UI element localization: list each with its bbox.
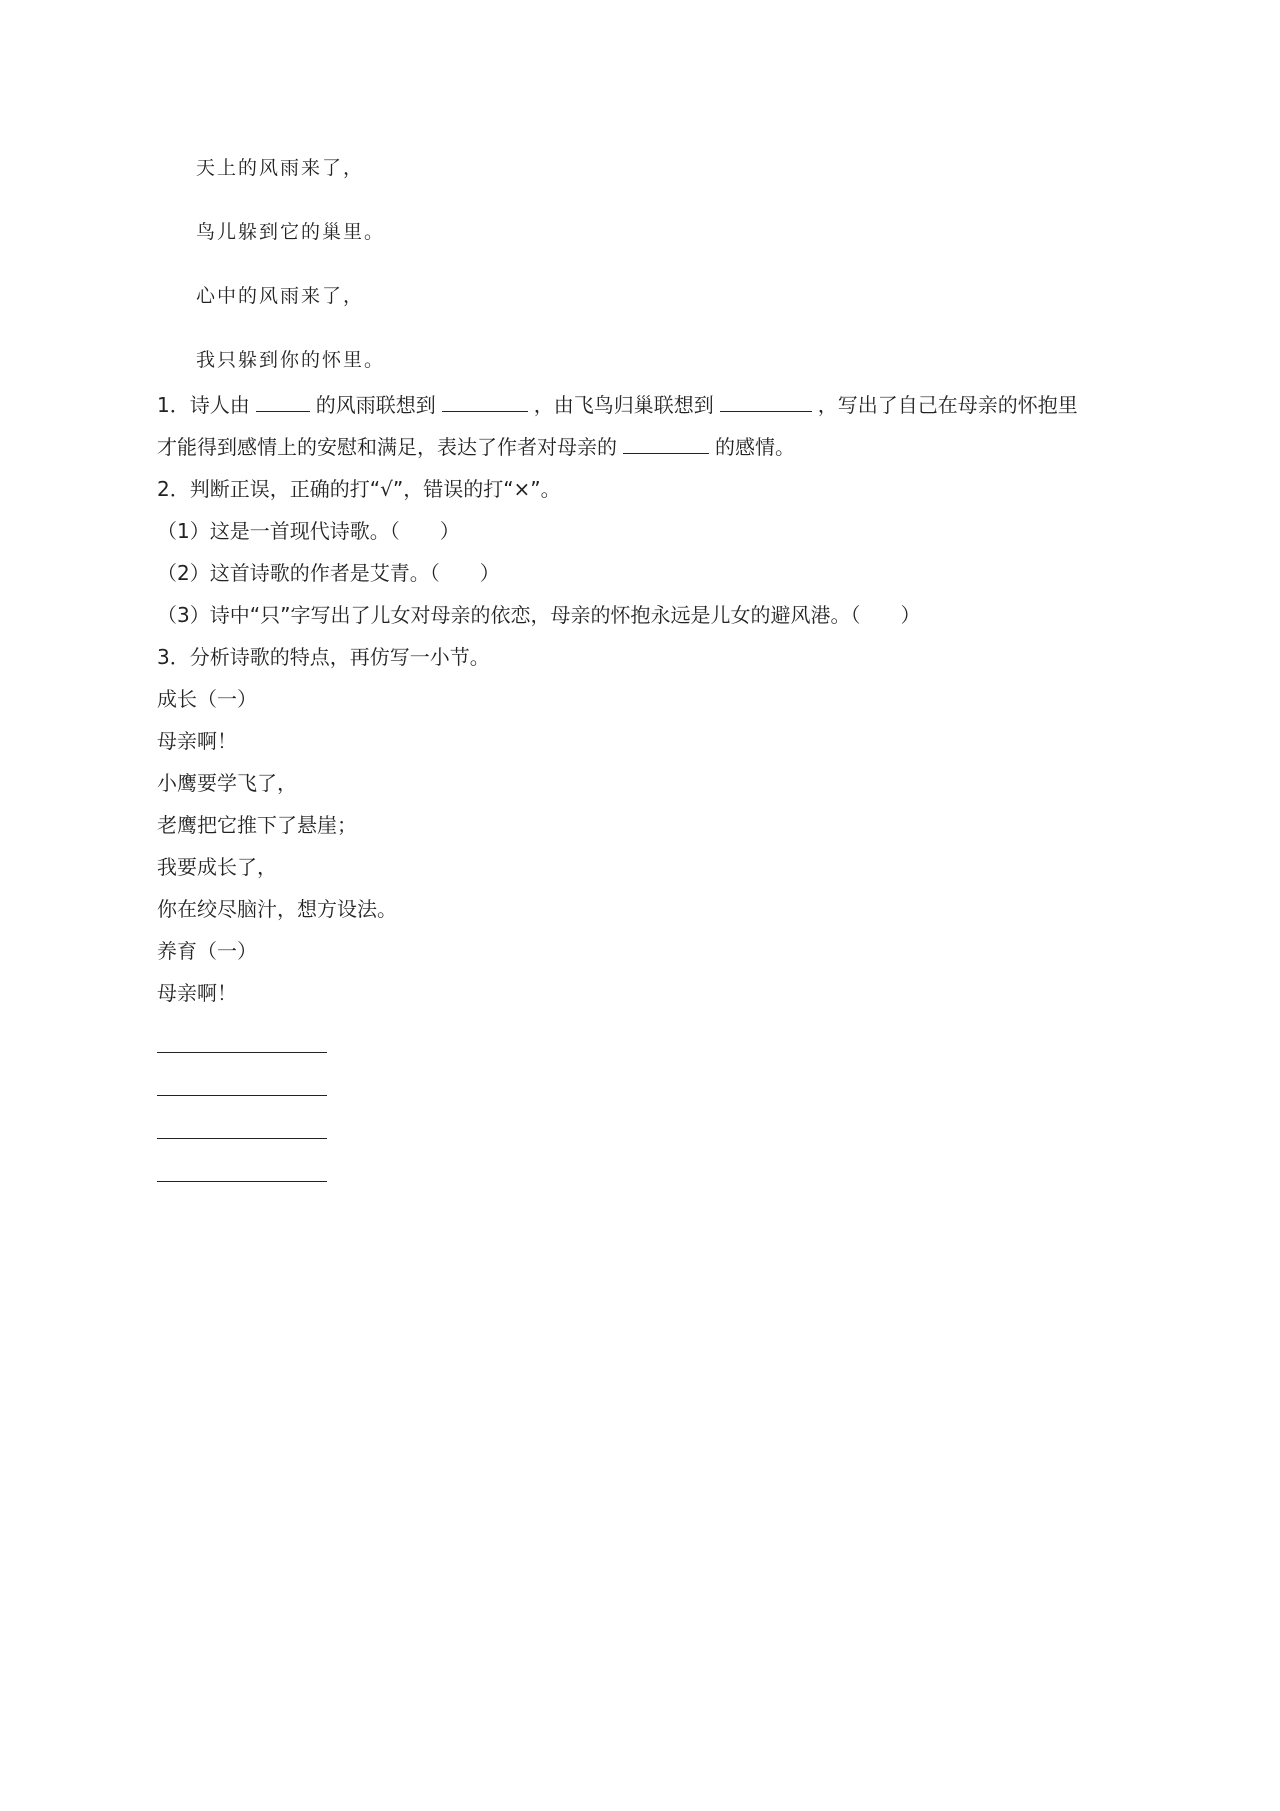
example-line-1: 母亲啊！ [157, 729, 237, 753]
question-2-item-2: （2）这首诗歌的作者是艾青。（ ） [157, 561, 500, 585]
fill-blank-3[interactable] [720, 389, 812, 412]
question-1-text-d: ，写出了自己在母亲的怀抱里 [817, 393, 1078, 417]
question-1-text-c: ，由飞鸟归巢联想到 [533, 393, 714, 417]
poem-line-4: 我只躲到你的怀里。 [196, 349, 386, 371]
question-2-item-1: （1）这是一首现代诗歌。（ ） [157, 519, 460, 543]
poem-excerpt [196, 136, 385, 392]
task-first-line: 母亲啊！ [157, 981, 237, 1005]
question-1-text-f: 的感情。 [715, 435, 795, 459]
question-3-title: 3．分析诗歌的特点，再仿写一小节。 [157, 645, 490, 669]
task-heading: 养育（一） [157, 939, 257, 963]
answer-line-2[interactable] [157, 1067, 327, 1096]
fill-blank-1[interactable] [256, 389, 310, 412]
question-1-text-b: 的风雨联想到 [315, 393, 436, 417]
question-2-title: 2．判断正误，正确的打“√”，错误的打“×”。 [157, 477, 561, 501]
answer-line-4[interactable] [157, 1153, 327, 1182]
question-1-text-e: 才能得到感情上的安慰和满足，表达了作者对母亲的 [157, 435, 617, 459]
question-1-text-a: 1．诗人由 [157, 393, 250, 417]
example-line-3: 老鹰把它推下了悬崖； [157, 813, 357, 837]
example-line-2: 小鹰要学飞了， [157, 771, 297, 795]
question-2-item-3: （3）诗中“只”字写出了儿女对母亲的依恋，母亲的怀抱永远是儿女的避风港。（ ） [157, 603, 921, 627]
example-line-4: 我要成长了， [157, 855, 277, 879]
example-heading: 成长（一） [157, 687, 257, 711]
answer-line-3[interactable] [157, 1110, 327, 1139]
question-1-line-2 [157, 426, 1137, 468]
poem-line-2: 鸟儿躲到它的巢里。 [196, 221, 386, 243]
fill-blank-2[interactable] [442, 389, 528, 412]
questions-section [157, 384, 1137, 1196]
example-line-5: 你在绞尽脑汁，想方设法。 [157, 897, 397, 921]
fill-blank-4[interactable] [623, 431, 709, 454]
poem-line-3: 心中的风雨来了， [196, 285, 365, 307]
poem-line-1: 天上的风雨来了， [196, 157, 365, 179]
answer-line-1[interactable] [157, 1024, 327, 1053]
answer-lines [157, 1014, 1137, 1182]
question-1-line-1 [157, 384, 1137, 426]
